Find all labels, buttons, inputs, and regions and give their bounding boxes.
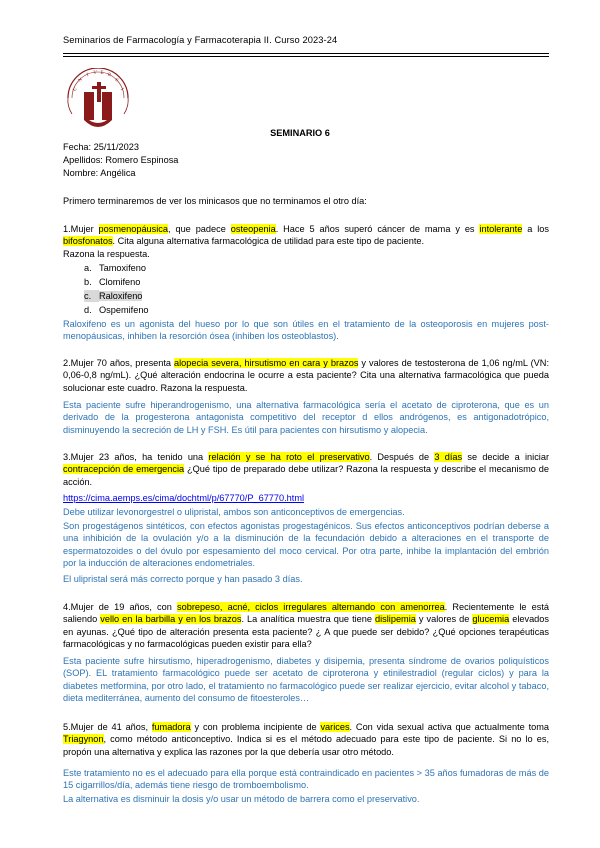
meta-apellidos: Apellidos: Romero Espinosa bbox=[63, 155, 179, 165]
question-3: 3.Mujer 23 años, ha tenido una relación y se ha roto el preservativo. Después de 3 días se decide a iniciar contracepción de emergencia ¿Qué tipo de preparado debe utilizar? Razona la respuesta y describe el mecanismo de acción. bbox=[63, 452, 549, 487]
answer-5b: La alternativa es disminuir la dosis y/o usar un método de barrera como el preservativo. bbox=[63, 794, 420, 804]
svg-text:I: I bbox=[86, 72, 90, 79]
header-rule bbox=[63, 53, 549, 54]
option-d: d. Ospemifeno bbox=[84, 305, 149, 315]
highlight: contracepción de emergencia bbox=[63, 464, 185, 475]
highlight: Triagynon bbox=[63, 734, 104, 745]
question-4: 4.Mujer de 19 años, con sobrepeso, acné, ciclos irregulares alternando con amenorrea. Recientemente le está saliendo vello en la barbilla y en los brazos. La analítica muestra que tiene dislipemia y valores de glucemia elevados en ayunas. ¿Qué tipo de alteración presenta esta paciente? ¿ A que puede ser debido? ¿Qué opciones terapéuticas farmacológicas y no farmacológicas pueden existir para ella? bbox=[63, 602, 549, 649]
answer-3a: Debe utilizar levonorgestrel o ulipristal, ambos son anticonceptivos de emergencias. bbox=[63, 507, 405, 517]
option-b: b. Clomifeno bbox=[84, 277, 141, 287]
answer-2: Esta paciente sufre hiperandrogenismo, una alternativa farmacológica sería el acetato de ciproterona, que es un derivado de la progesterona antagonista competitivo del receptor d ellos andrógenos, es antigonadotrópico, disminuyendo la secreción de LH y FSH. Es útil para pacientes con hirsutismo y alopecia. bbox=[63, 400, 549, 435]
svg-text:S: S bbox=[113, 77, 119, 84]
highlight: osteopenia bbox=[230, 224, 276, 234]
answer-1: Raloxifeno es un agonista del hueso por lo que son útiles en el tratamiento de la osteoporosis en mujeres post-menopáusicas, inhiben la resorción ósea (inhiben los osteoblastos). bbox=[63, 319, 549, 342]
svg-text:U: U bbox=[72, 86, 79, 93]
highlight: 3 días bbox=[434, 452, 463, 462]
question-1-razona: Razona la respuesta. bbox=[63, 249, 150, 259]
svg-text:V: V bbox=[93, 71, 97, 76]
highlight: relación y se ha roto el preservativo bbox=[208, 452, 370, 462]
highlight: fumadora bbox=[151, 722, 191, 732]
meta-fecha: Fecha: 25/11/2023 bbox=[63, 142, 139, 152]
highlight: bifosfonatos bbox=[63, 236, 113, 247]
svg-text:N: N bbox=[77, 77, 84, 84]
answer-5a: Este tratamiento no es el adecuado para ella porque está contraindicado en pacientes > 35 años fumadoras de más de 15 cigarrillos/día, además tiene riesgo de tromboembolismo. bbox=[63, 768, 549, 791]
highlight: dislipemia bbox=[375, 614, 416, 625]
meta-nombre: Nombre: Angélica bbox=[63, 168, 136, 178]
question-1: 1.Mujer posmenopáusica, que padece osteopenia. Hace 5 años superó cáncer de mama y es intolerante a los bifosfonatos. Cita alguna alternativa farmacológica de utilidad para este tipo de paciente. bbox=[63, 224, 549, 247]
intro-text: Primero terminaremos de ver los minicasos que no terminamos el otro día: bbox=[63, 196, 367, 206]
svg-text:I: I bbox=[118, 87, 124, 92]
page-title: SEMINARIO 6 bbox=[270, 128, 330, 138]
highlight: intolerante bbox=[479, 224, 523, 234]
option-a: a. Tamoxifeno bbox=[84, 263, 146, 273]
answer-3b: Son progestágenos sintéticos, con efectos agonistas progestagénicos. Sus efectos anticonceptivos podrían deberse a una inhibición de la ovulación y/o a la disminución de la fecundación debido a alteraciones en el transporte de espermatozoides o del óvulo por espesamiento del moco cervical. Por otra parte, inhibe la implantación del embrión por la inducción de alteraciones endometriales. bbox=[63, 521, 549, 568]
svg-text:E: E bbox=[100, 71, 104, 76]
highlight: posmenopáusica bbox=[98, 224, 169, 234]
question-2: 2.Mujer 70 años, presenta alopecia severa, hirsutismo en cara y brazos y valores de testosterona de 1,06 ng/mL (VN: 0,06-0,8 ng/mL). ¿Qué alteración endocrina le ocurre a esta paciente? Cita una alternativa farmacológica que pueda solucionar este cuadro. Razona la respuesta. bbox=[63, 358, 549, 393]
answer-4: Esta paciente sufre hirsutismo, hiperadrogenismo, diabetes y disipemia, presenta síndrome de ovarios poliquísticos (SOP). EL tratamiento farmacológico puede ser acetato de ciproterona y etinilestradiol (regular ciclos) y para la diabetes metformina, por otro lado, el tratamiento no farmacológico puede ser realizar ejercicio, evitar alcohol y tabaco, dieta mediterránea, aumento del consumo de fitoesteroles… bbox=[63, 656, 549, 703]
reference-link[interactable]: https://cima.aemps.es/cima/dochtml/p/67770/P_67770.html bbox=[63, 493, 305, 503]
answer-3c: El ulipristal será más correcto porque y han pasado 3 días. bbox=[63, 574, 303, 584]
page-header: Seminarios de Farmacología y Farmacoterapia II. Curso 2023-24 bbox=[63, 35, 338, 45]
highlight: alopecia severa, hirsutismo en cara y brazos bbox=[174, 358, 359, 368]
highlight: vello en la barbilla y en los brazos bbox=[100, 614, 242, 625]
university-logo bbox=[64, 68, 132, 132]
option-c: c. Raloxifeno bbox=[84, 291, 143, 301]
highlight: sobrepeso, acné, ciclos irregulares alternando con amenorrea bbox=[177, 602, 445, 612]
header-rule-thin bbox=[63, 56, 549, 57]
question-5: 5.Mujer de 41 años, fumadora y con problema incipiente de varices. Con vida sexual activa que actualmente toma Triagynon, como método anticonceptivo. Indica si es el método adecuado para este tipo de paciente. Si no lo es, propón una alternativa y explica las razones por la que debería usar otro método. bbox=[63, 722, 549, 757]
highlight: varices bbox=[320, 722, 350, 732]
svg-text:R: R bbox=[106, 72, 112, 79]
highlight: glucemia bbox=[472, 614, 510, 625]
